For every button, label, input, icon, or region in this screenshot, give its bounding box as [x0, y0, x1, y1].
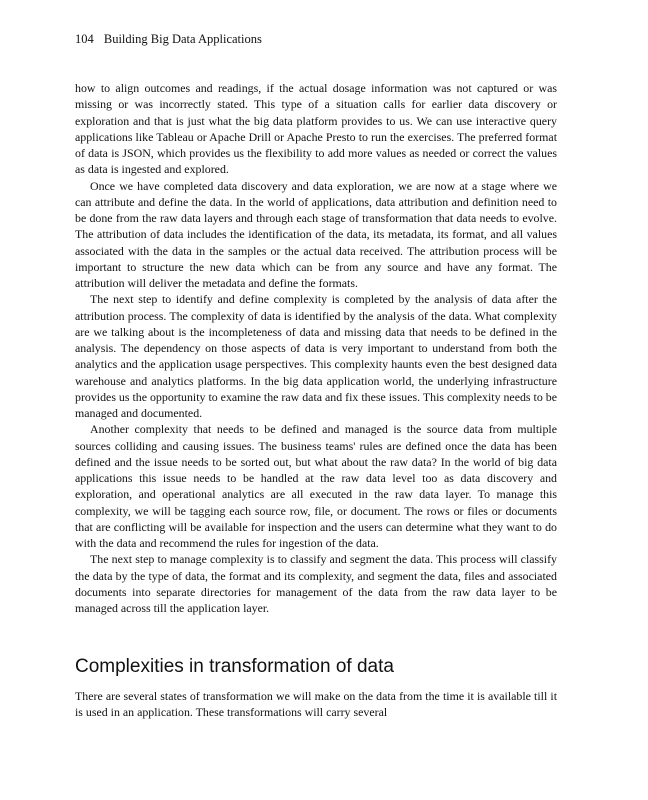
section-intro-paragraph: There are several states of transformation we will make on the data from the time it is available till it is used in an application. These transformations will carry several	[75, 689, 557, 720]
paragraph-source-complexity: Another complexity that needs to be defined and managed is the source data from multiple sources colliding and causing issues. The business teams' rules are defined once the data has been defined and the issue needs to be sorted out, but what about the raw data? In the world of big data applications this issue needs to be handled at the raw data level too as data discovery and exploration, and operational analytics are all executed in the raw data layer. To manage this complexity, we will be tagging each source row, file, or document. The rows or files or documents that are conflicting will be available for inspection and the users can determine what they want to do with the data and recommend the rules for ingestion of the data.	[75, 422, 557, 550]
paragraph-continued: how to align outcomes and readings, if the actual dosage information was not captured or was missing or was incorrectly stated. This type of a situation calls for earlier data discovery or exploration and that is just what the big data platform provides to us. We can use interactive query applications like Tableau or Apache Drill or Apache Presto to run the exercises. The preferred format of data is JSON, which provides us the flexibility to add more values as needed or correct the values as data is ingested and explored.	[75, 81, 557, 177]
book-title: Building Big Data Applications	[103, 32, 262, 46]
section-text	[75, 688, 557, 721]
paragraph-attribution: Once we have completed data discovery and data exploration, we are now at a stage where we can attribute and define the data. In the world of applications, data attribution and definition need to be done from the raw data layers and through each stage of transformation that data needs to evolve. The attribution of data includes the identification of the data, its metadata, its format, and all values associated with the data in the samples or the actual data received. The attribution process will be important to structure the new data which can be from any source and have any format. The attribution will deliver the metadata and define the formats.	[75, 178, 557, 290]
paragraph-classify-segment: The next step to manage complexity is to classify and segment the data. This process will classify the data by the type of data, the format and its complexity, and segment the data, files and associated documents into separate directories for management of the data from the raw data layer to be managed across till the application layer.	[75, 552, 557, 615]
page-number: 104	[75, 32, 94, 46]
running-head	[75, 31, 262, 47]
section-heading: Complexities in transformation of data	[75, 656, 394, 677]
body-text	[75, 80, 557, 616]
paragraph-complexity-analysis: The next step to identify and define complexity is completed by the analysis of data after the attribution process. The complexity of data is identified by the analysis of the data. What complexity are we talking about is the incompleteness of data and missing data that needs to be defined in the analysis. The dependency on those aspects of data is very important to understand from both the analytics and the application usage perspectives. This complexity haunts even the best designed data warehouse and analytics platforms. In the big data application world, the underlying infrastructure provides us the opportunity to examine the raw data and fix these issues. This complexity needs to be managed and documented.	[75, 292, 557, 420]
